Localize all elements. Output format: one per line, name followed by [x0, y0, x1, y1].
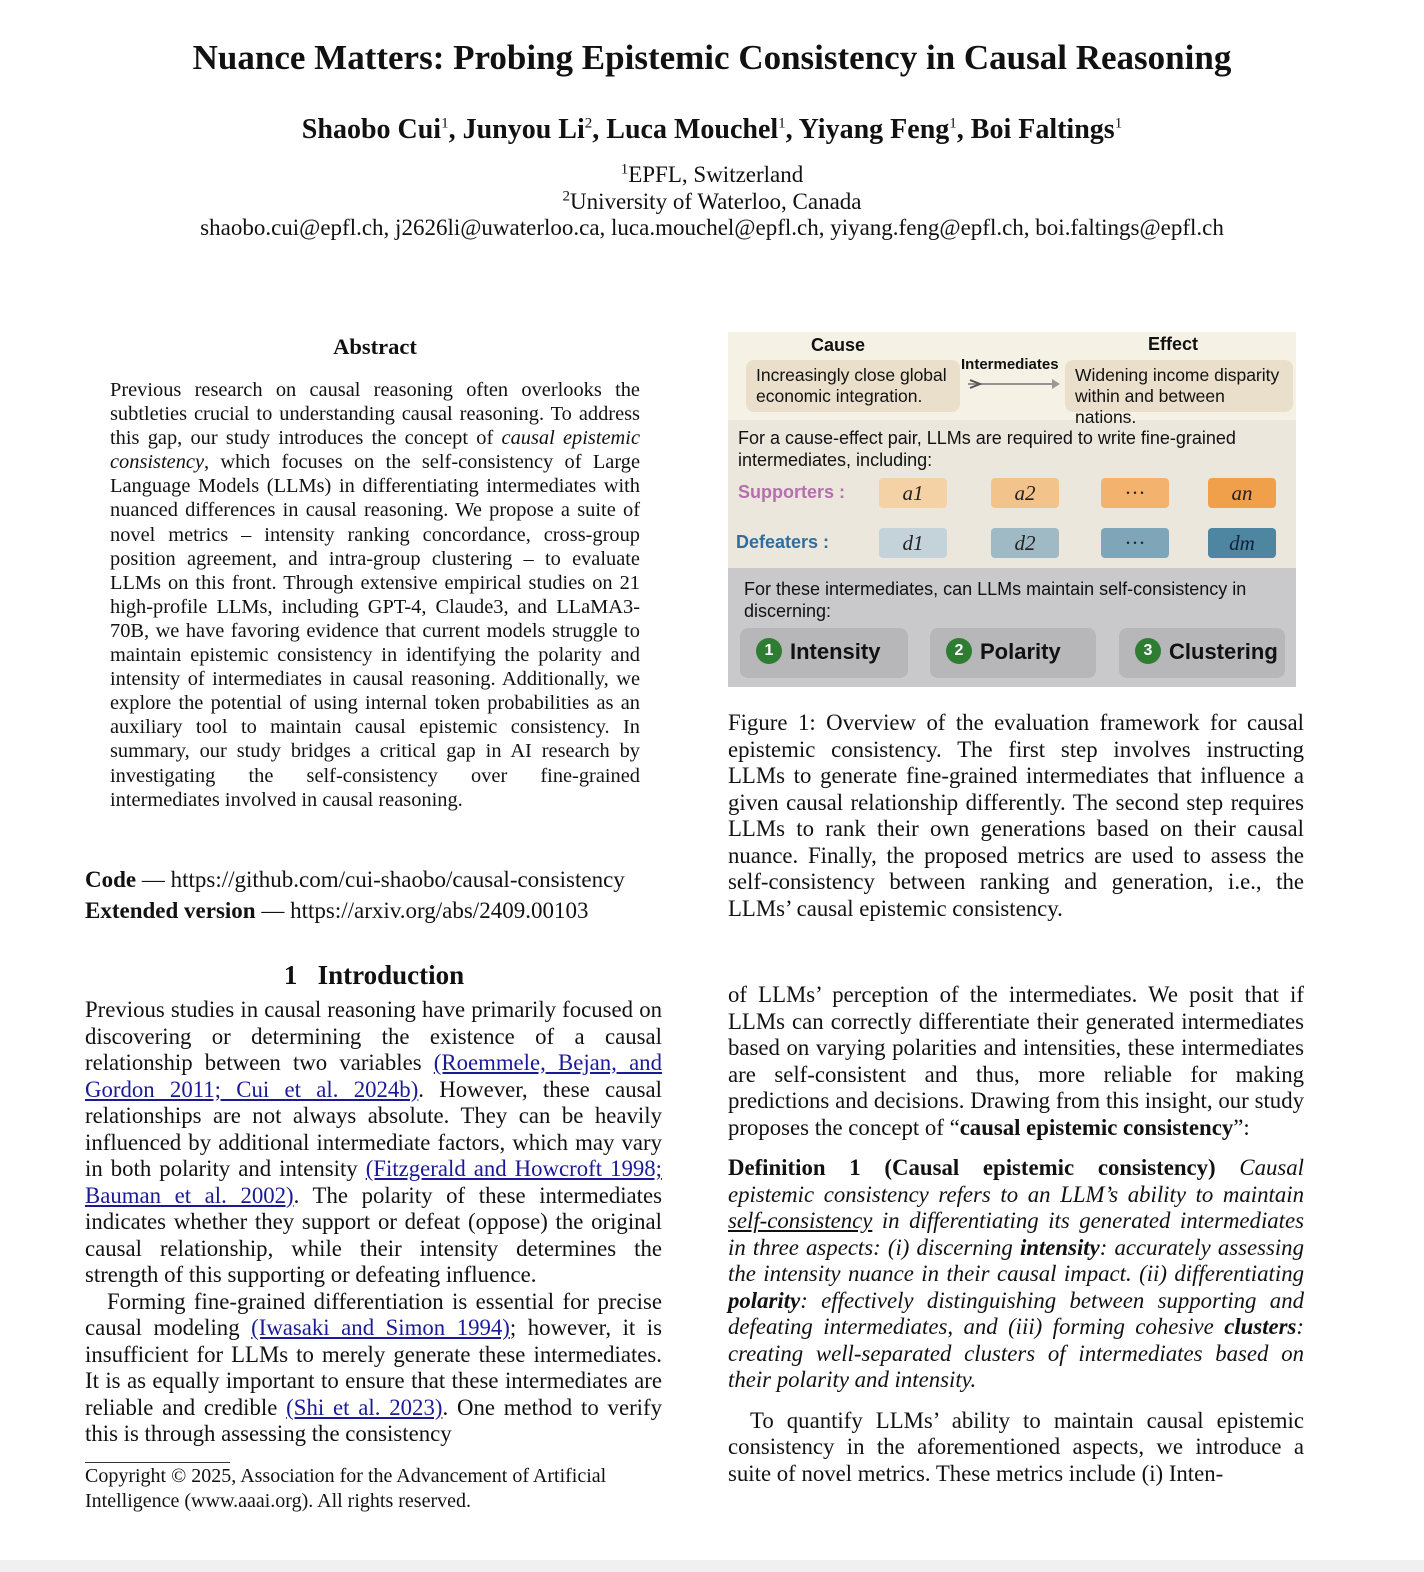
definition-1: [728, 1155, 1304, 1394]
author-affiliation-mark: 1: [1114, 115, 1123, 132]
affiliation-number: 2: [562, 188, 570, 205]
figure-1: [728, 332, 1296, 687]
abstract-body: [110, 378, 640, 812]
arrow-icon: [966, 376, 1062, 392]
citation-link[interactable]: (Fitzgerald and Howcroft 1998; Bauman et al. 2002): [85, 1156, 662, 1208]
extended-label: Extended version: [85, 898, 256, 923]
text-run: in differentiating its generated intermediates in three aspects: (i) discerning: [728, 1208, 1304, 1260]
text-run: . The polarity of these intermediates indicates whether they support or defeat (oppose) the original causal relationship, while their intensity determines the strength of this supporting or defeating influence.: [85, 1182, 662, 1287]
author-name: Junyou Li: [462, 114, 585, 145]
effect-box: Widening income disparity within and between nations.: [1065, 360, 1293, 412]
cause-box: Increasingly close global economic integration.: [746, 360, 960, 412]
aspect-number-badge: 1: [756, 638, 782, 664]
definition-heading: Definition 1 (Causal epistemic consistency): [728, 1155, 1216, 1180]
supporter-chip: an: [1208, 478, 1276, 508]
dash: —: [255, 898, 291, 923]
supporter-chip: a2: [991, 478, 1059, 508]
dash: —: [136, 867, 171, 892]
text-run: Forming fine-grained differentiation is essential for precise causal modeling: [85, 1288, 662, 1340]
text-run: : creating well-separated clusters of intermediates based on their polarity and intensity.: [728, 1314, 1304, 1392]
introduction-body: [85, 997, 662, 1448]
author-affiliation-mark: 1: [778, 115, 786, 132]
citation-link[interactable]: (Roemmele, Bejan, and Gordon 2011; Cui et al. 2024b): [85, 1050, 662, 1102]
figure-1-caption: Figure 1: Overview of the evaluation framework for causal epistemic consistency. The first step involves instructing LLMs to generate fine-grained intermediates that influence a given causal relationship differently. The second step requires LLMs to rank their own generations based on their causal nuance. Finally, the proposed metrics are used to assess the self-consistency between ranking and generation, i.e., the LLMs’ causal epistemic consistency.: [728, 710, 1304, 921]
cause-label: Cause: [811, 335, 866, 355]
aspect-number-badge: 3: [1135, 638, 1161, 664]
abstract-emphasis: causal epistemic consistency: [110, 427, 640, 474]
aspect-label: Intensity: [790, 639, 881, 664]
text-run: Causal epistemic consistency refers to an LLM’s ability to maintain: [728, 1155, 1304, 1207]
defeater-chip: d1: [879, 528, 947, 558]
paper-title: Nuance Matters: Probing Epistemic Consistency in Causal Reasoning: [192, 38, 1232, 77]
text-run: self-consistency: [728, 1208, 873, 1233]
defeater-chip: d2: [991, 528, 1059, 558]
text-run: : accurately assessing the intensity nuance in their causal impact. (ii) differentiating: [728, 1234, 1304, 1286]
bold-term: intensity: [1019, 1234, 1100, 1260]
question-text: For these intermediates, can LLMs maintain self-consistency in discerning:: [744, 579, 1247, 621]
aspect-number-badge: 2: [946, 638, 972, 664]
affiliation-text: EPFL, Switzerland: [628, 162, 804, 187]
text-run: of LLMs’ perception of the intermediates. We posit that if LLMs can correctly differentiate their generated intermediates based on varying polarities and intensities, these intermediates are self-consistent and thus, more reliable for making predictions and decisions. Drawing from this insight, our study proposes the concept of “: [728, 982, 1304, 1140]
extended-link-line: [85, 895, 685, 926]
text-run: . One method to verify this is through assessing the consistency: [85, 1394, 662, 1446]
text-run: ; however, it is insufficient for LLMs to merely generate these intermediates. It is as equally important to ensure that these intermediates are reliable and credible: [85, 1315, 662, 1420]
affiliation-2: [0, 189, 1424, 215]
bold-term: causal epistemic consistency: [959, 1114, 1234, 1140]
code-label: Code: [85, 867, 137, 892]
author-affiliation-mark: 2: [584, 115, 593, 132]
intro-paragraph-1: [85, 997, 662, 1289]
abstract-text: Previous research on causal reasoning often overlooks the subtleties crucial to understanding causal reasoning. To address this gap, our study introduces the concept of: [110, 379, 640, 450]
copyright-notice: Copyright © 2025, Association for the Advancement of Artificial Intelligence (www.aaai.org). All rights reserved.: [85, 1465, 607, 1512]
abstract-heading: Abstract: [333, 334, 417, 359]
author-name: Luca Mouchel: [606, 114, 779, 145]
section-number: 1: [283, 960, 298, 990]
affiliation-number: 1: [620, 161, 629, 178]
right-paragraph-1: [728, 982, 1304, 1141]
author-name: Boi Faltings: [970, 114, 1115, 145]
aspect-polarity: [930, 628, 1096, 678]
author-name: Yiyang Feng: [798, 114, 950, 145]
citation-link[interactable]: (Shi et al. 2023): [286, 1394, 443, 1420]
affiliation-1: [0, 162, 1424, 188]
instruction-text: For a cause-effect pair, LLMs are required to write fine-grained intermediates, including:: [738, 428, 1236, 470]
supporter-chip: a1: [879, 478, 947, 508]
resource-links: [85, 864, 685, 926]
section-heading-introduction: [85, 960, 663, 991]
text-run: : effectively distinguishing between supporting and defeating intermediates, and (iii) forming cohesive: [728, 1287, 1304, 1339]
author-list: Shaobo Cui$^1$, Junyou Li$^2$, Luca Mouchel$^1$, Yiyang Feng$^1$, Boi Faltings$^1$: [301, 114, 1123, 145]
code-link-line: [85, 864, 685, 895]
author-emails: shaobo.cui@epfl.ch, j2626li@uwaterloo.ca, luca.mouchel@epfl.ch, yiyang.feng@epfl.ch, boi.faltings@epfl.ch: [200, 215, 1224, 240]
text-run: ”:: [1233, 1114, 1250, 1140]
aspect-intensity: [740, 628, 908, 678]
bold-term: polarity: [728, 1287, 801, 1313]
code-url[interactable]: https://github.com/cui-shaobo/causal-consistency: [170, 867, 625, 892]
effect-label: Effect: [1148, 334, 1199, 354]
author-affiliation-mark: 1: [441, 115, 449, 132]
defeaters-label: Defeaters :: [736, 532, 830, 552]
author-affiliation-mark: 1: [949, 115, 957, 132]
intermediates-label: Intermediates: [961, 356, 1059, 373]
right-column-body: [728, 982, 1304, 1487]
citation-link[interactable]: (Iwasaki and Simon 1994): [251, 1315, 510, 1340]
defeater-chip: dm: [1208, 528, 1276, 558]
right-paragraph-2: To quantify LLMs’ ability to maintain causal epistemic consistency in the aforementioned aspects, we introduce a suite of novel metrics. These metrics include (i) Inten-: [728, 1407, 1304, 1486]
supporters-label: Supporters :: [738, 482, 846, 502]
section-title: Introduction: [317, 960, 465, 990]
bold-term: clusters: [1224, 1314, 1297, 1339]
aspect-clustering: [1119, 628, 1285, 678]
supporter-chip: ···: [1101, 478, 1169, 508]
intro-paragraph-2: [85, 1289, 662, 1448]
defeater-chip: ···: [1101, 528, 1169, 558]
page-bottom-bar: [0, 1560, 1424, 1572]
footnote-rule: [85, 1462, 230, 1463]
affiliation-text: University of Waterloo, Canada: [569, 189, 862, 214]
author-name: Shaobo Cui: [301, 114, 442, 145]
aspect-label: Polarity: [980, 639, 1061, 664]
text-run: Previous studies in causal reasoning have primarily focused on discovering or determining the existence of a causal relationship between two variables: [85, 997, 662, 1075]
extended-url[interactable]: https://arxiv.org/abs/2409.00103: [290, 898, 589, 923]
text-run: . However, these causal relationships are not always absolute. They can be heavily influenced by additional intermediate factors, which may vary in both polarity and intensity: [85, 1076, 662, 1181]
aspect-label: Clustering: [1169, 639, 1278, 664]
abstract-text: , which focuses on the self-consistency of Large Language Models (LLMs) in differentiating intermediates with nuanced differences in causal reasoning. We propose a suite of novel metrics – intensity ranking concordance, cross-group position agreement, and intra-group clustering – to evaluate LLMs on this front. Through extensive empirical studies on 21 high-profile LLMs, including GPT-4, Claude3, and LLaMA3-70B, we have favoring evidence that current models struggle to maintain epistemic consistency in identifying the polarity and intensity of intermediates in causal reasoning. Additionally, we explore the potential of using internal token probabilities as an auxiliary tool to maintain causal epistemic consistency. In summary, our study bridges a critical gap in AI research by investigating the self-consistency over fine-grained intermediates involved in causal reasoning.: [110, 451, 640, 811]
